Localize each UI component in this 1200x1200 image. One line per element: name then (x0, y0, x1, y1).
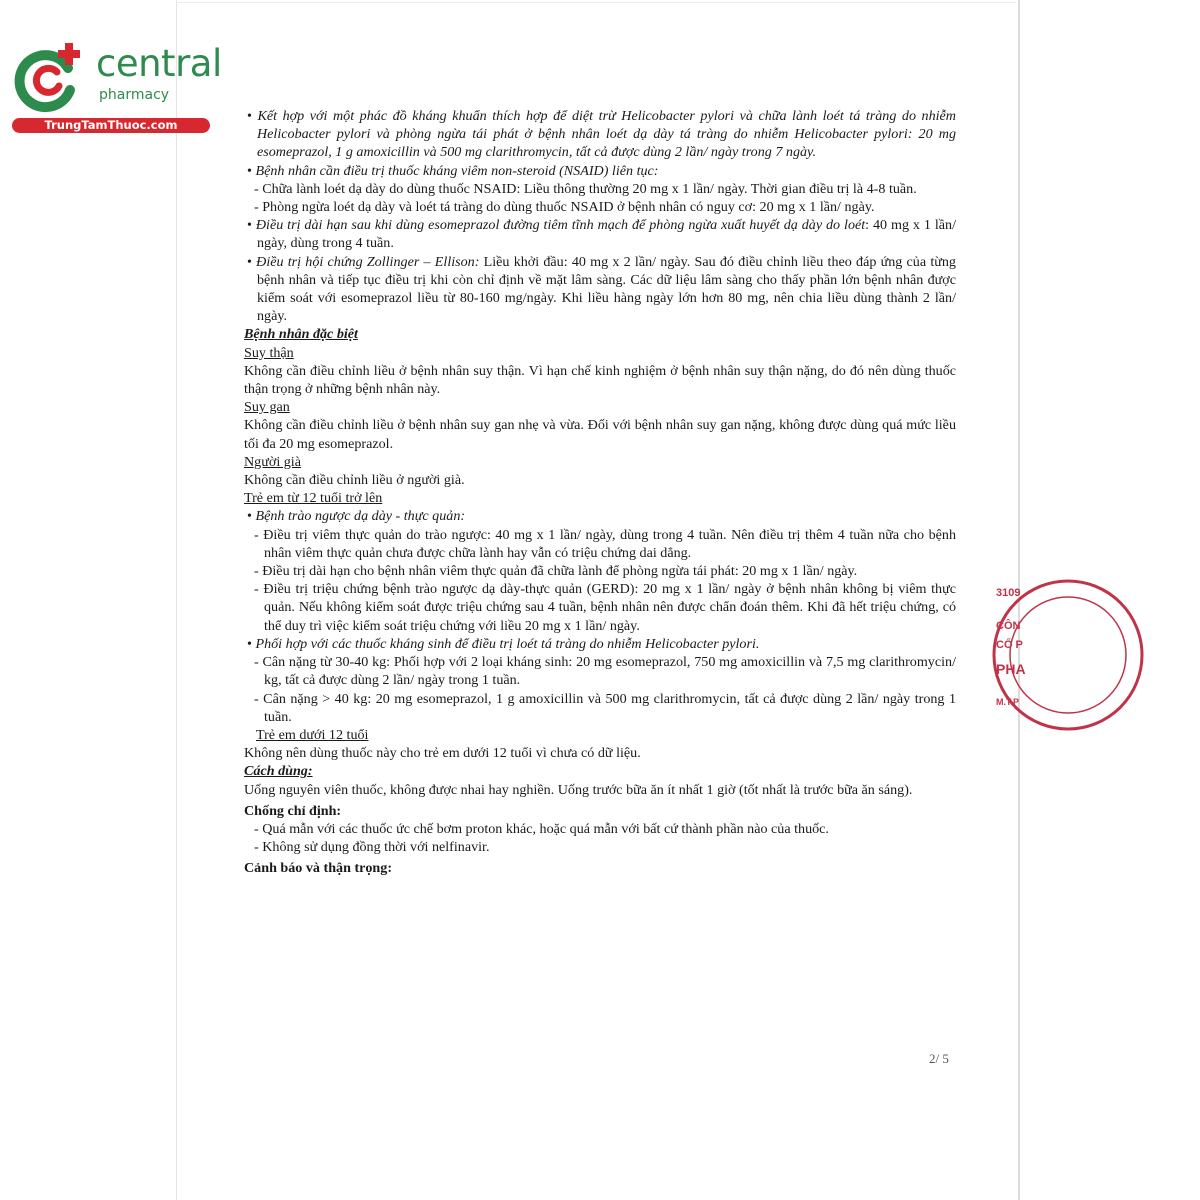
bullet-gerd-text: Bệnh trào ngược dạ dày - thực quản: (255, 508, 466, 525)
paragraph-liver: Không cần điều chỉnh liều ở bệnh nhân suy gan nhẹ và vừa. Đối với bệnh nhân suy gan nặng, không được dùng quá mức liều tối đa 20 mg esomeprazol. (244, 417, 956, 452)
dash-longterm: - Điều trị dài hạn cho bệnh nhân viêm thực quản đã chữa lành để phòng ngừa tái phát: 20 mg x 1 lần/ ngày. (254, 563, 858, 580)
central-pharmacy-logo[interactable] (10, 38, 222, 138)
paragraph-children-under-12: Không nên dùng thuốc này cho trẻ em dưới 12 tuổi vì chưa có dữ liệu. (244, 745, 641, 762)
page-number: 2/ 5 (929, 1051, 949, 1066)
bullet-iv-followup-italic: Điều trị dài hạn sau khi dùng esomeprazol đường tiêm tĩnh mạch để phòng ngừa xuất huyết dạ dày do loét (255, 217, 866, 234)
dash-nsaid-prevent: - Phòng ngừa loét dạ dày và loét tá tràng do dùng thuốc NSAID ở bệnh nhân có nguy cơ: 20 mg x 1 lần/ ngày. (254, 199, 875, 216)
subheading-children-under-12: Trẻ em dưới 12 tuổi (256, 726, 369, 743)
stamp-text-number: 3109 (996, 587, 1021, 599)
bullet-iv-followup: • Điều trị dài hạn sau khi dùng esomeprazol đường tiêm tĩnh mạch để phòng ngừa xuất huyết dạ dày do loét: 40 mg x 1 lần/ ngày, dùng trong 4 tuần. (247, 217, 956, 252)
paragraph-usage: Uống nguyên viên thuốc, không được nhai hay nghiền. Uống trước bữa ăn ít nhất 1 giờ (tốt nhất là trước bữa ăn sáng). (244, 781, 913, 798)
bullet-gerd: • Bệnh trào ngược dạ dày - thực quản: (247, 508, 466, 525)
stamp-text-1: CÔN (996, 620, 1021, 632)
stamp-text-2: CỔ P (996, 639, 1023, 651)
paragraph-elderly: Không cần điều chỉnh liều ở người già. (244, 472, 465, 489)
dash-weight-over-40: - Cân nặng > 40 kg: 20 mg esomeprazol, 1 g amoxicillin và 500 mg clarithromycin, tất cả được dùng 2 lần/ ngày trong 1 tuần. (254, 690, 956, 725)
bullet-zollinger-dose: Liều khởi đầu: 40 mg x 2 lần/ ngày. Sau đó điều chỉnh liều theo đáp ứng của từng bệnh nhân và tiếp tục điều trị khi còn chỉ định về mặt lâm sàng. Các dữ liệu lâm sàng cho thấy phần lớn bệnh nhân được kiểm soát với esomeprazol liều từ 80-160 mg/ngày. Khi liều hàng ngày lớn hơn 80 mg, nên chia liều dùng thành 2 lần/ ngày. (257, 253, 956, 325)
bullet-hp-regimen: • Kết hợp với một phác đồ kháng khuẩn thích hợp để diệt trừ Helicobacter pylori và chữa lành loét tá tràng do nhiễm Helicobacter pylori và phòng ngừa tái phát ở bệnh nhân loét dạ dày tá tràng do nhiễm Helicobacter pylori: 20 mg esomeprazol, 1 g amoxicillin và 500 mg clarithromycin, tất cả được dùng 2 lần/ ngày trong 7 ngày. (247, 108, 956, 161)
heading-special-patients: Bệnh nhân đặc biệt (244, 326, 358, 343)
dash-gerd-symptoms: - Điều trị triệu chứng bệnh trào ngược dạ dày-thực quản (GERD): 20 mg x 1 lần/ ngày ở bệnh nhân không bị viêm thực quản. Nếu không kiểm soát được triệu chứng sau 4 tuần, bệnh nhân nên được chẩn đoán thêm. Khi đã hết triệu chứng, có thể duy trì việc kiểm soát triệu chứng với liều 20 mg x 1 lần/ ngày. (254, 581, 956, 634)
document-body (244, 107, 956, 878)
bullet-antibiotics: • Phối hợp với các thuốc kháng sinh để điều trị loét tá tràng do nhiễm Helicobacter pylori. (247, 635, 760, 652)
bullet-hp-regimen-text: Kết hợp với một phác đồ kháng khuẩn thích hợp để diệt trừ Helicobacter pylori và chữa lành loét tá tràng do nhiễm Helicobacter pylori và phòng ngừa tái phát ở bệnh nhân loét dạ dày tá tràng do nhiễm Helicobacter pylori: 20 mg esomeprazol, 1 g amoxicillin và 500 mg clarithromycin, tất cả được dùng 2 lần/ ngày trong 7 ngày. (257, 108, 956, 161)
subheading-liver: Suy gan (244, 399, 290, 416)
pharmacy-cross-icon (10, 40, 90, 120)
subheading-elderly: Người già (244, 453, 301, 470)
heading-usage: Cách dùng: (244, 763, 313, 780)
dash-weight-30-40: - Cân nặng từ 30-40 kg: Phối hợp với 2 loại kháng sinh: 20 mg esomeprazol, 750 mg amoxicillin và 7,5 mg clarithromycin/ kg, tất cả được dùng 2 lần/ ngày trong 1 tuần. (254, 654, 956, 689)
dash-hypersensitivity: - Quá mẫn với các thuốc ức chế bơm proton khác, hoặc quá mẫn với bất cứ thành phần nào của thuốc. (254, 820, 829, 837)
dash-esophagitis: - Điều trị viêm thực quản do trào ngược: 40 mg x 1 lần/ ngày, dùng trong 4 tuần. Nên điều trị thêm 4 tuần nữa cho bệnh nhân viêm thực quản chưa được chữa lành hay vẫn có triệu chứng dai dẳng. (254, 526, 956, 561)
paragraph-kidney: Không cần điều chỉnh liều ở bệnh nhân suy thận. Vì hạn chế kinh nghiệm ở bệnh nhân suy thận nặng, do đó nên dùng thuốc thận trọng ở những bệnh nhân này. (244, 362, 956, 398)
stamp-ring-icon (990, 575, 1140, 735)
company-stamp (990, 575, 1026, 735)
bullet-nsaid-text: Bệnh nhân cần điều trị thuốc kháng viêm non-steroid (NSAID) liên tục: (255, 162, 659, 179)
heading-warnings: Cảnh báo và thận trọng: (244, 860, 393, 877)
bullet-zollinger: • Điều trị hội chứng Zollinger – Ellison: Liều khởi đầu: 40 mg x 2 lần/ ngày. Sau đó điều chỉnh liều theo đáp ứng của từng bệnh nhân và tiếp tục điều trị khi còn chỉ định về mặt lâm sàng. Các dữ liệu lâm sàng cho thấy phần lớn bệnh nhân được kiểm soát với esomeprazol liều từ 80-160 mg/ngày. Khi liều hàng ngày lớn hơn 80 mg, nên chia liều dùng thành 2 lần/ ngày. (247, 253, 956, 325)
bullet-nsaid: • Bệnh nhân cần điều trị thuốc kháng viêm non-steroid (NSAID) liên tục: (247, 162, 659, 179)
stamp-text-4: M.T.P (996, 697, 1020, 707)
scan-border-left (176, 0, 177, 1200)
logo-brand-text: central (96, 42, 222, 85)
bullet-antibiotics-text: Phối hợp với các thuốc kháng sinh để điều trị loét tá tràng do nhiễm Helicobacter pylori. (255, 635, 760, 652)
logo-site-banner[interactable]: TrungTamThuoc.com (12, 118, 210, 133)
stamp-text-3: PHA (996, 661, 1026, 677)
bullet-zollinger-italic: Điều trị hội chứng Zollinger – Ellison: (256, 253, 480, 270)
dash-nelfinavir: - Không sử dụng đồng thời với nelfinavir. (254, 839, 490, 856)
dash-nsaid-heal: - Chữa lành loét dạ dày do dùng thuốc NSAID: Liều thông thường 20 mg x 1 lần/ ngày. Thời gian điều trị là 4-8 tuần. (254, 180, 917, 197)
subheading-kidney: Suy thận (244, 344, 294, 361)
stamp-seal (990, 575, 1140, 735)
scan-border-top (176, 2, 1016, 3)
subheading-children-12-plus: Trẻ em từ 12 tuổi trở lên (244, 490, 383, 507)
bullet-iv-followup-dose: : 40 mg x 1 lần/ ngày, dùng trong 4 tuần. (257, 217, 956, 252)
logo-sub-text: pharmacy (99, 87, 170, 103)
heading-contraindications: Chống chỉ định: (244, 802, 342, 819)
